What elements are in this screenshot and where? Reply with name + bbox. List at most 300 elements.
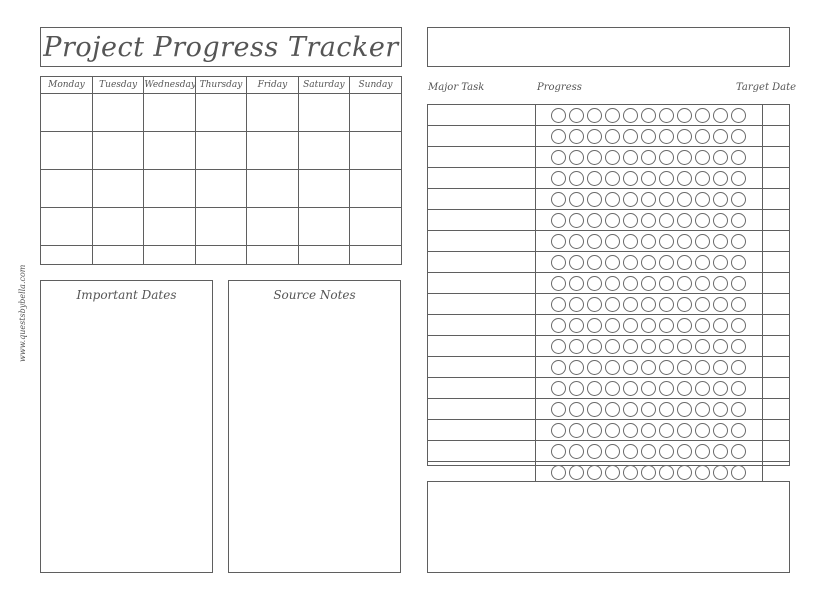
calendar-day-cell[interactable] — [195, 94, 246, 132]
progress-circle-icon[interactable] — [569, 276, 584, 291]
major-task-cell[interactable] — [428, 126, 535, 147]
progress-circle-icon[interactable] — [623, 234, 638, 249]
progress-circle-icon[interactable] — [695, 192, 710, 207]
progress-circle-icon[interactable] — [641, 213, 656, 228]
calendar-day-cell[interactable] — [247, 245, 298, 264]
progress-circle-icon[interactable] — [659, 129, 674, 144]
tracker-row — [428, 357, 789, 378]
progress-circle-icon[interactable] — [587, 192, 602, 207]
progress-circle-icon[interactable] — [587, 423, 602, 438]
progress-circle-icon[interactable] — [551, 381, 566, 396]
progress-circle-icon[interactable] — [569, 465, 584, 480]
progress-circle-icon[interactable] — [659, 213, 674, 228]
progress-circle-icon[interactable] — [659, 360, 674, 375]
calendar-week-row — [41, 94, 401, 132]
progress-circle-icon[interactable] — [695, 402, 710, 417]
progress-circle-icon[interactable] — [695, 381, 710, 396]
progress-circle-icon[interactable] — [605, 108, 620, 123]
progress-circle-icon[interactable] — [641, 423, 656, 438]
progress-circle-icon[interactable] — [695, 108, 710, 123]
progress-circle-icon[interactable] — [731, 297, 746, 312]
progress-circle-icon[interactable] — [713, 360, 728, 375]
major-task-cell[interactable] — [428, 105, 535, 126]
major-task-cell[interactable] — [428, 189, 535, 210]
progress-circle-icon[interactable] — [713, 171, 728, 186]
calendar-day-cell[interactable] — [195, 245, 246, 264]
calendar-day-cell[interactable] — [92, 131, 143, 169]
progress-dots — [536, 399, 762, 419]
progress-cell — [535, 420, 762, 441]
progress-circle-icon[interactable] — [623, 297, 638, 312]
day-header-tuesday: Tuesday — [92, 77, 143, 94]
progress-circle-icon[interactable] — [551, 276, 566, 291]
progress-circle-icon[interactable] — [551, 255, 566, 270]
progress-circle-icon[interactable] — [731, 108, 746, 123]
progress-circle-icon[interactable] — [641, 402, 656, 417]
progress-circle-icon[interactable] — [605, 234, 620, 249]
progress-circle-icon[interactable] — [623, 255, 638, 270]
progress-circle-icon[interactable] — [587, 444, 602, 459]
progress-circle-icon[interactable] — [605, 276, 620, 291]
progress-circle-icon[interactable] — [659, 108, 674, 123]
progress-circle-icon[interactable] — [551, 171, 566, 186]
tracker-row — [428, 147, 789, 168]
progress-circle-icon[interactable] — [695, 234, 710, 249]
calendar-day-cell[interactable] — [92, 94, 143, 132]
major-task-cell[interactable] — [428, 315, 535, 336]
progress-circle-icon[interactable] — [551, 465, 566, 480]
progress-circle-icon[interactable] — [677, 255, 692, 270]
progress-circle-icon[interactable] — [695, 318, 710, 333]
progress-circle-icon[interactable] — [731, 465, 746, 480]
progress-circle-icon[interactable] — [695, 150, 710, 165]
top-right-blank-box[interactable] — [427, 27, 790, 67]
major-task-cell[interactable] — [428, 294, 535, 315]
day-header-friday: Friday — [247, 77, 298, 94]
progress-circle-icon[interactable] — [587, 129, 602, 144]
progress-circle-icon[interactable] — [623, 150, 638, 165]
progress-circle-icon[interactable] — [605, 402, 620, 417]
progress-circle-icon[interactable] — [713, 339, 728, 354]
progress-circle-icon[interactable] — [659, 339, 674, 354]
progress-circle-icon[interactable] — [605, 213, 620, 228]
progress-circle-icon[interactable] — [641, 318, 656, 333]
progress-circle-icon[interactable] — [605, 171, 620, 186]
progress-circle-icon[interactable] — [587, 171, 602, 186]
tracker-row — [428, 273, 789, 294]
progress-circle-icon[interactable] — [695, 465, 710, 480]
progress-circle-icon[interactable] — [713, 150, 728, 165]
progress-circle-icon[interactable] — [551, 192, 566, 207]
progress-circle-icon[interactable] — [641, 339, 656, 354]
progress-circle-icon[interactable] — [569, 402, 584, 417]
progress-circle-icon[interactable] — [605, 360, 620, 375]
progress-circle-icon[interactable] — [677, 402, 692, 417]
progress-circle-icon[interactable] — [605, 444, 620, 459]
major-task-cell[interactable] — [428, 378, 535, 399]
progress-dots — [536, 378, 762, 398]
progress-dots — [536, 210, 762, 230]
major-task-cell[interactable] — [428, 231, 535, 252]
progress-circle-icon[interactable] — [731, 318, 746, 333]
progress-circle-icon[interactable] — [623, 213, 638, 228]
target-date-cell[interactable] — [762, 315, 789, 336]
target-date-cell[interactable] — [762, 462, 789, 483]
progress-circle-icon[interactable] — [605, 423, 620, 438]
progress-circle-icon[interactable] — [551, 234, 566, 249]
progress-circle-icon[interactable] — [587, 276, 602, 291]
progress-circle-icon[interactable] — [623, 192, 638, 207]
progress-circle-icon[interactable] — [641, 276, 656, 291]
progress-circle-icon[interactable] — [713, 318, 728, 333]
progress-circle-icon[interactable] — [587, 360, 602, 375]
progress-circle-icon[interactable] — [659, 192, 674, 207]
progress-circle-icon[interactable] — [569, 234, 584, 249]
progress-circle-icon[interactable] — [731, 444, 746, 459]
progress-cell — [535, 252, 762, 273]
progress-circle-icon[interactable] — [623, 360, 638, 375]
calendar-day-cell[interactable] — [41, 94, 92, 132]
progress-circle-icon[interactable] — [605, 297, 620, 312]
progress-circle-icon[interactable] — [605, 129, 620, 144]
progress-circle-icon[interactable] — [713, 234, 728, 249]
calendar-day-cell[interactable] — [92, 207, 143, 245]
progress-circle-icon[interactable] — [695, 276, 710, 291]
calendar-day-cell[interactable] — [298, 245, 349, 264]
progress-circle-icon[interactable] — [659, 465, 674, 480]
calendar-day-cell[interactable] — [298, 94, 349, 132]
progress-circle-icon[interactable] — [677, 234, 692, 249]
progress-circle-icon[interactable] — [731, 402, 746, 417]
progress-circle-icon[interactable] — [605, 192, 620, 207]
progress-circle-icon[interactable] — [641, 234, 656, 249]
progress-circle-icon[interactable] — [641, 381, 656, 396]
progress-circle-icon[interactable] — [713, 465, 728, 480]
major-task-cell[interactable] — [428, 399, 535, 420]
target-date-cell[interactable] — [762, 126, 789, 147]
calendar-day-cell[interactable] — [41, 245, 92, 264]
progress-circle-icon[interactable] — [659, 402, 674, 417]
progress-circle-icon[interactable] — [623, 108, 638, 123]
progress-circle-icon[interactable] — [623, 423, 638, 438]
progress-circle-icon[interactable] — [569, 318, 584, 333]
target-date-cell[interactable] — [762, 441, 789, 462]
progress-circle-icon[interactable] — [551, 297, 566, 312]
progress-circle-icon[interactable] — [713, 192, 728, 207]
progress-circle-icon[interactable] — [731, 192, 746, 207]
progress-circle-icon[interactable] — [695, 213, 710, 228]
progress-circle-icon[interactable] — [695, 255, 710, 270]
calendar-day-cell[interactable] — [41, 131, 92, 169]
progress-circle-icon[interactable] — [551, 318, 566, 333]
target-date-cell[interactable] — [762, 294, 789, 315]
target-date-cell[interactable] — [762, 210, 789, 231]
calendar-day-cell[interactable] — [195, 169, 246, 207]
progress-circle-icon[interactable] — [731, 213, 746, 228]
target-date-cell[interactable] — [762, 378, 789, 399]
progress-circle-icon[interactable] — [587, 381, 602, 396]
progress-circle-icon[interactable] — [623, 465, 638, 480]
calendar-day-cell[interactable] — [144, 94, 195, 132]
calendar-day-cell[interactable] — [144, 131, 195, 169]
progress-circle-icon[interactable] — [659, 276, 674, 291]
progress-circle-icon[interactable] — [677, 213, 692, 228]
progress-circle-icon[interactable] — [677, 444, 692, 459]
major-task-cell[interactable] — [428, 210, 535, 231]
progress-circle-icon[interactable] — [659, 318, 674, 333]
progress-circle-icon[interactable] — [713, 402, 728, 417]
progress-circle-icon[interactable] — [569, 171, 584, 186]
progress-circle-icon[interactable] — [713, 444, 728, 459]
progress-dots — [536, 273, 762, 293]
progress-circle-icon[interactable] — [731, 276, 746, 291]
progress-circle-icon[interactable] — [731, 129, 746, 144]
progress-circle-icon[interactable] — [605, 150, 620, 165]
major-task-cell[interactable] — [428, 273, 535, 294]
progress-circle-icon[interactable] — [569, 192, 584, 207]
progress-circle-icon[interactable] — [587, 213, 602, 228]
source-notes-panel[interactable] — [228, 280, 401, 573]
progress-circle-icon[interactable] — [623, 402, 638, 417]
progress-circle-icon[interactable] — [713, 381, 728, 396]
progress-circle-icon[interactable] — [569, 213, 584, 228]
progress-circle-icon[interactable] — [731, 150, 746, 165]
progress-circle-icon[interactable] — [677, 297, 692, 312]
major-task-cell[interactable] — [428, 168, 535, 189]
target-date-cell[interactable] — [762, 147, 789, 168]
target-date-cell[interactable] — [762, 105, 789, 126]
target-date-cell[interactable] — [762, 420, 789, 441]
progress-circle-icon[interactable] — [695, 360, 710, 375]
progress-circle-icon[interactable] — [713, 297, 728, 312]
progress-circle-icon[interactable] — [569, 129, 584, 144]
progress-circle-icon[interactable] — [569, 339, 584, 354]
calendar-day-cell[interactable] — [350, 245, 401, 264]
major-task-cell[interactable] — [428, 336, 535, 357]
progress-circle-icon[interactable] — [587, 255, 602, 270]
progress-circle-icon[interactable] — [713, 129, 728, 144]
calendar-day-cell[interactable] — [247, 94, 298, 132]
progress-circle-icon[interactable] — [695, 129, 710, 144]
target-date-cell[interactable] — [762, 252, 789, 273]
progress-circle-icon[interactable] — [623, 381, 638, 396]
target-date-cell[interactable] — [762, 336, 789, 357]
calendar-day-cell[interactable] — [350, 131, 401, 169]
tracker-row — [428, 210, 789, 231]
progress-circle-icon[interactable] — [659, 171, 674, 186]
progress-circle-icon[interactable] — [659, 423, 674, 438]
calendar-day-cell[interactable] — [144, 169, 195, 207]
progress-circle-icon[interactable] — [695, 171, 710, 186]
progress-circle-icon[interactable] — [713, 213, 728, 228]
progress-circle-icon[interactable] — [731, 255, 746, 270]
progress-circle-icon[interactable] — [623, 339, 638, 354]
progress-circle-icon[interactable] — [623, 318, 638, 333]
progress-circle-icon[interactable] — [551, 150, 566, 165]
progress-circle-icon[interactable] — [623, 129, 638, 144]
progress-circle-icon[interactable] — [641, 150, 656, 165]
progress-circle-icon[interactable] — [551, 213, 566, 228]
progress-circle-icon[interactable] — [587, 465, 602, 480]
progress-circle-icon[interactable] — [731, 381, 746, 396]
progress-circle-icon[interactable] — [641, 360, 656, 375]
progress-circle-icon[interactable] — [569, 360, 584, 375]
progress-circle-icon[interactable] — [659, 444, 674, 459]
important-dates-panel[interactable] — [40, 280, 213, 573]
progress-circle-icon[interactable] — [623, 276, 638, 291]
progress-circle-icon[interactable] — [587, 297, 602, 312]
tracker-row — [428, 189, 789, 210]
target-date-cell[interactable] — [762, 231, 789, 252]
progress-circle-icon[interactable] — [695, 339, 710, 354]
progress-circle-icon[interactable] — [605, 465, 620, 480]
progress-circle-icon[interactable] — [659, 150, 674, 165]
progress-circle-icon[interactable] — [569, 108, 584, 123]
progress-dots — [536, 252, 762, 272]
progress-circle-icon[interactable] — [677, 129, 692, 144]
progress-circle-icon[interactable] — [587, 150, 602, 165]
major-task-cell[interactable] — [428, 441, 535, 462]
progress-circle-icon[interactable] — [713, 108, 728, 123]
calendar-day-cell[interactable] — [350, 169, 401, 207]
progress-circle-icon[interactable] — [569, 423, 584, 438]
calendar-week-row — [41, 207, 401, 245]
progress-circle-icon[interactable] — [695, 444, 710, 459]
progress-circle-icon[interactable] — [731, 423, 746, 438]
progress-circle-icon[interactable] — [587, 402, 602, 417]
progress-circle-icon[interactable] — [605, 339, 620, 354]
progress-circle-icon[interactable] — [605, 381, 620, 396]
progress-circle-icon[interactable] — [569, 297, 584, 312]
page-title: Project Progress Tracker — [43, 31, 399, 63]
calendar-day-cell[interactable] — [298, 169, 349, 207]
progress-circle-icon[interactable] — [641, 297, 656, 312]
progress-circle-icon[interactable] — [677, 381, 692, 396]
progress-circle-icon[interactable] — [677, 339, 692, 354]
progress-circle-icon[interactable] — [677, 465, 692, 480]
major-task-cell[interactable] — [428, 357, 535, 378]
progress-circle-icon[interactable] — [695, 423, 710, 438]
calendar-day-cell[interactable] — [41, 169, 92, 207]
calendar-day-cell[interactable] — [144, 207, 195, 245]
progress-circle-icon[interactable] — [551, 339, 566, 354]
progress-circle-icon[interactable] — [551, 444, 566, 459]
calendar-day-cell[interactable] — [247, 169, 298, 207]
tracker-row — [428, 252, 789, 273]
important-dates-title: Important Dates — [76, 288, 177, 302]
progress-circle-icon[interactable] — [695, 297, 710, 312]
calendar-day-cell[interactable] — [195, 207, 246, 245]
progress-circle-icon[interactable] — [587, 339, 602, 354]
target-date-cell[interactable] — [762, 273, 789, 294]
progress-circle-icon[interactable] — [677, 276, 692, 291]
major-task-cell[interactable] — [428, 147, 535, 168]
target-date-cell[interactable] — [762, 399, 789, 420]
progress-circle-icon[interactable] — [551, 108, 566, 123]
progress-circle-icon[interactable] — [641, 444, 656, 459]
day-header-monday: Monday — [41, 77, 92, 94]
progress-tracker — [427, 104, 790, 466]
progress-circle-icon[interactable] — [569, 255, 584, 270]
weekly-calendar — [40, 76, 402, 265]
progress-circle-icon[interactable] — [677, 192, 692, 207]
progress-circle-icon[interactable] — [551, 402, 566, 417]
progress-circle-icon[interactable] — [659, 234, 674, 249]
calendar-day-cell[interactable] — [41, 207, 92, 245]
calendar-day-cell[interactable] — [247, 207, 298, 245]
progress-circle-icon[interactable] — [713, 423, 728, 438]
calendar-day-cell[interactable] — [92, 169, 143, 207]
progress-circle-icon[interactable] — [677, 318, 692, 333]
progress-circle-icon[interactable] — [641, 255, 656, 270]
progress-circle-icon[interactable] — [641, 465, 656, 480]
progress-circle-icon[interactable] — [659, 297, 674, 312]
major-task-cell[interactable] — [428, 420, 535, 441]
progress-circle-icon[interactable] — [677, 423, 692, 438]
progress-circle-icon[interactable] — [641, 108, 656, 123]
tracker-table — [428, 105, 789, 482]
calendar-day-cell[interactable] — [247, 131, 298, 169]
progress-circle-icon[interactable] — [677, 360, 692, 375]
major-task-cell[interactable] — [428, 462, 535, 483]
progress-circle-icon[interactable] — [677, 108, 692, 123]
progress-circle-icon[interactable] — [605, 255, 620, 270]
progress-circle-icon[interactable] — [677, 171, 692, 186]
progress-circle-icon[interactable] — [731, 339, 746, 354]
calendar-day-cell[interactable] — [195, 131, 246, 169]
calendar-day-cell[interactable] — [92, 245, 143, 264]
progress-circle-icon[interactable] — [713, 255, 728, 270]
progress-circle-icon[interactable] — [713, 276, 728, 291]
progress-circle-icon[interactable] — [659, 255, 674, 270]
progress-circle-icon[interactable] — [551, 129, 566, 144]
progress-circle-icon[interactable] — [569, 150, 584, 165]
progress-circle-icon[interactable] — [641, 129, 656, 144]
bottom-right-notes-box[interactable] — [427, 481, 790, 573]
target-date-header: Target Date — [736, 82, 797, 93]
progress-circle-icon[interactable] — [731, 234, 746, 249]
progress-cell — [535, 189, 762, 210]
progress-circle-icon[interactable] — [659, 381, 674, 396]
progress-circle-icon[interactable] — [605, 318, 620, 333]
calendar-day-cell[interactable] — [298, 207, 349, 245]
progress-circle-icon[interactable] — [641, 192, 656, 207]
calendar-day-cell[interactable] — [350, 94, 401, 132]
progress-cell — [535, 336, 762, 357]
calendar-day-cell[interactable] — [144, 245, 195, 264]
calendar-day-cell[interactable] — [350, 207, 401, 245]
progress-circle-icon[interactable] — [587, 318, 602, 333]
target-date-cell[interactable] — [762, 168, 789, 189]
progress-circle-icon[interactable] — [731, 360, 746, 375]
progress-circle-icon[interactable] — [569, 444, 584, 459]
progress-circle-icon[interactable] — [569, 381, 584, 396]
progress-circle-icon[interactable] — [587, 108, 602, 123]
progress-circle-icon[interactable] — [623, 171, 638, 186]
target-date-cell[interactable] — [762, 189, 789, 210]
progress-circle-icon[interactable] — [551, 423, 566, 438]
calendar-day-cell[interactable] — [298, 131, 349, 169]
target-date-cell[interactable] — [762, 357, 789, 378]
progress-circle-icon[interactable] — [551, 360, 566, 375]
progress-circle-icon[interactable] — [587, 234, 602, 249]
source-notes-title: Source Notes — [273, 288, 356, 302]
progress-circle-icon[interactable] — [623, 444, 638, 459]
progress-circle-icon[interactable] — [677, 150, 692, 165]
progress-circle-icon[interactable] — [731, 171, 746, 186]
major-task-cell[interactable] — [428, 252, 535, 273]
progress-circle-icon[interactable] — [641, 171, 656, 186]
